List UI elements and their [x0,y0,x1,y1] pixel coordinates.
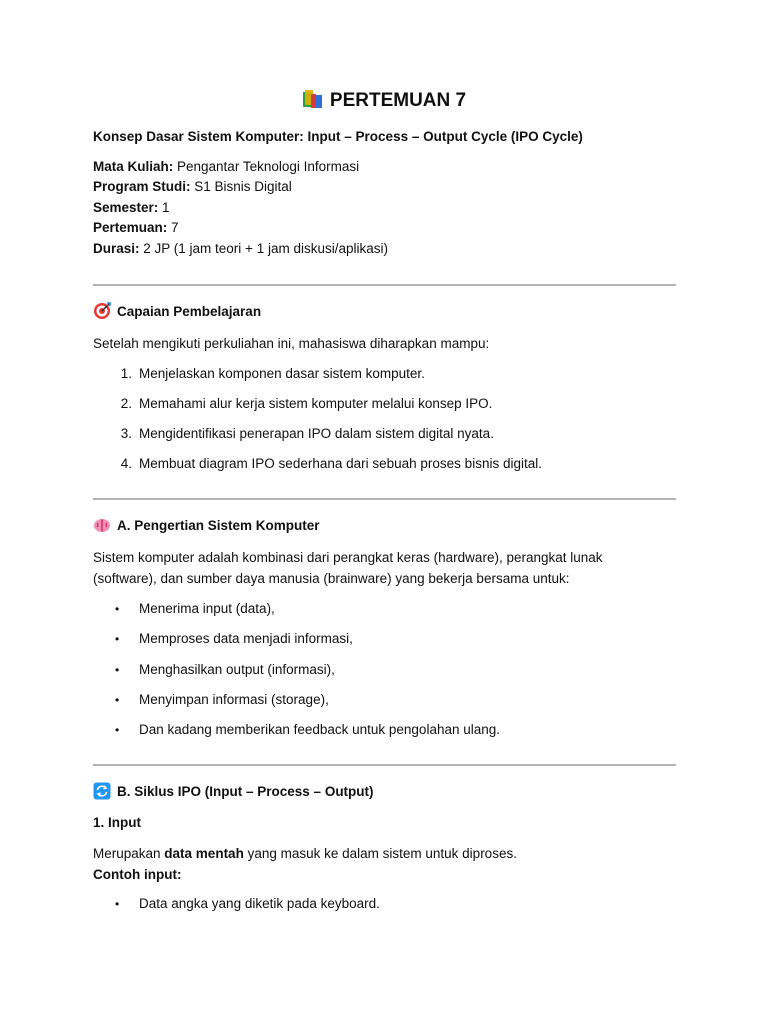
bullet-marker: • [115,723,120,737]
list-number: 2. [120,396,132,411]
page-title [0,88,768,114]
meta-value: 7 [167,220,179,235]
list-item: Dan kadang memberikan feedback untuk pengolahan ulang. [139,722,501,737]
document-subtitle: Konsep Dasar Sistem Komputer: Input – Process – Output Cycle (IPO Cycle) [93,129,583,144]
meta-pertemuan [93,218,179,238]
bullet-marker: • [115,897,120,911]
section-a-paragraph-line-2: (software), dan sumber daya manusia (brainware) yang bekerja bersama untuk: [93,571,570,586]
meta-value: S1 Bisnis Digital [190,179,292,194]
section-a-paragraph-line-1: Sistem komputer adalah kombinasi dari perangkat keras (hardware), perangkat lunak [93,550,603,565]
section-heading-capaian [93,302,261,322]
meta-value: Pengantar Teknologi Informasi [173,159,360,174]
example-label: Contoh input: [93,867,182,882]
list-item: Menerima input (data), [139,601,275,616]
list-number: 4. [120,456,132,471]
horizontal-rule [93,764,676,766]
meta-semester [93,198,170,218]
list-number: 1. [120,366,132,381]
section-heading-text: A. Pengertian Sistem Komputer [117,518,320,533]
paragraph-bold-text: data mentah [164,846,244,861]
page-title-text: PERTEMUAN 7 [329,90,467,111]
meta-durasi [93,239,388,259]
books-icon [302,89,324,109]
list-item: Data angka yang diketik pada keyboard. [139,896,380,911]
meta-label: Durasi: [93,241,140,256]
list-item: Menjelaskan komponen dasar sistem komputer. [139,366,425,381]
paragraph-text: Merupakan [93,846,165,861]
capaian-intro: Setelah mengikuti perkuliahan ini, mahasiswa diharapkan mampu: [93,336,490,351]
meta-label: Pertemuan: [93,220,168,235]
bullet-marker: • [115,632,120,646]
section-heading-b [93,782,374,802]
cycle-arrows-icon [93,782,111,800]
subheading-input: 1. Input [93,815,141,830]
meta-label: Program Studi: [93,179,191,194]
horizontal-rule [93,284,676,286]
section-heading-a [93,516,320,536]
horizontal-rule [93,498,676,500]
brain-icon [93,516,111,534]
meta-program-studi [93,177,292,197]
meta-value: 1 [158,200,170,215]
list-item: Memproses data menjadi informasi, [139,631,353,646]
section-b-paragraph [93,843,517,864]
bullet-marker: • [115,602,120,616]
list-item: Menghasilkan output (informasi), [139,662,335,677]
meta-mata-kuliah [93,157,359,177]
target-icon [93,302,111,320]
paragraph-text: yang masuk ke dalam sistem untuk diproses. [243,846,517,861]
meta-value: 2 JP (1 jam teori + 1 jam diskusi/aplikasi) [139,241,388,256]
bullet-marker: • [115,663,120,677]
list-item: Memahami alur kerja sistem komputer melalui konsep IPO. [139,396,493,411]
list-number: 3. [120,426,132,441]
list-item: Membuat diagram IPO sederhana dari sebuah proses bisnis digital. [139,456,542,471]
list-item: Menyimpan informasi (storage), [139,692,329,707]
meta-label: Mata Kuliah: [93,159,174,174]
meta-label: Semester: [93,200,159,215]
list-item: Mengidentifikasi penerapan IPO dalam sistem digital nyata. [139,426,494,441]
bullet-marker: • [115,693,120,707]
section-heading-text: B. Siklus IPO (Input – Process – Output) [117,784,374,799]
section-heading-text: Capaian Pembelajaran [117,304,262,319]
